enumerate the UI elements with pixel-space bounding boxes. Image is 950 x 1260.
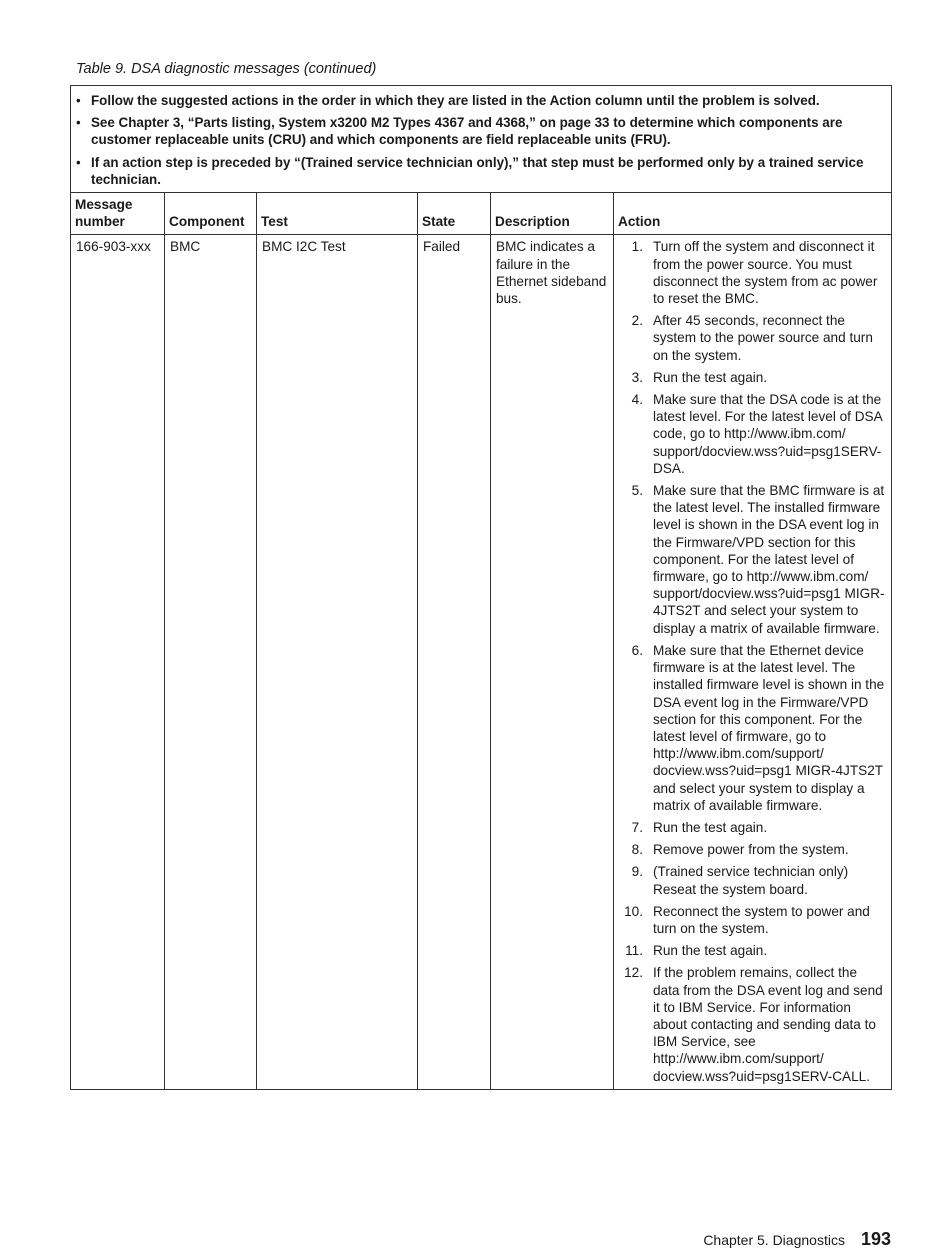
cell-component: BMC	[165, 235, 257, 1089]
cell-test: BMC I2C Test	[257, 235, 418, 1089]
note-item: • See Chapter 3, “Parts listing, System x3200 M2 Types 4367 and 4368,” on page 33 to determine which components are customer replaceable units (CRU) and which components are field replaceable units (FRU).	[75, 114, 881, 148]
page-footer	[703, 1229, 891, 1250]
step-text: Make sure that the DSA code is at the latest level. For the latest level of DSA code, go to http://www.ibm.com/ support/docview.wss?uid=psg1SERV-DSA.	[653, 392, 882, 476]
step-text: If the problem remains, collect the data from the DSA event log and send it to IBM Service. For information about contacting and sending data to IBM Service, see http://www.ibm.com/support/ docview.wss?uid=psg1SERV-CALL.	[653, 965, 883, 1084]
table-caption: Table 9. DSA diagnostic messages (continued)	[76, 61, 377, 77]
header-description: Description	[491, 193, 614, 235]
cell-description: BMC indicates a failure in the Ethernet sideband bus.	[491, 235, 614, 1089]
step-number: 6.	[631, 642, 643, 658]
step-text: Make sure that the BMC firmware is at the latest level. The installed firmware level is shown in the DSA event log in the Firmware/VPD section for this component. For the latest level of firmware, go to http://www.ibm.com/ support/docview.wss?uid=psg1 MIGR-4JTS2T and select your system to display a matrix of available firmware.	[653, 483, 885, 636]
step-text: Turn off the system and disconnect it from the power source. You must disconnect the system from ac power to reset the BMC.	[653, 239, 878, 307]
header-state: State	[418, 193, 491, 235]
cell-state: Failed	[418, 235, 491, 1089]
action-steps-list	[619, 238, 887, 1084]
action-step	[619, 863, 887, 897]
step-number: 9.	[631, 864, 643, 880]
notes-cell	[71, 86, 892, 193]
step-number: 3.	[631, 369, 643, 385]
step-number: 7.	[631, 819, 643, 835]
action-step	[619, 642, 887, 814]
step-text: Make sure that the Ethernet device firmware is at the latest level. The installed firmware level is shown in the DSA event log in the Firmware/VPD section for this component. For the latest level of firmware, go to http://www.ibm.com/support/ docview.wss?uid=psg1 MIGR-4JTS2T and select your system to display a matrix of available firmware.	[653, 642, 885, 813]
table-row	[71, 235, 892, 1089]
step-text: After 45 seconds, reconnect the system to the power source and turn on the system.	[653, 313, 873, 363]
step-text: Run the test again.	[653, 819, 768, 835]
header-test: Test	[257, 193, 418, 235]
header-row	[71, 193, 892, 235]
step-text: Run the test again.	[653, 369, 768, 385]
cell-message-number: 166-903-xxx	[71, 235, 165, 1089]
diagnostic-messages-table	[70, 85, 892, 1090]
action-step	[619, 369, 887, 386]
header-message-number: Message number	[71, 193, 165, 235]
note-item: • Follow the suggested actions in the order in which they are listed in the Action column until the problem is solved.	[75, 92, 881, 109]
action-step	[619, 964, 887, 1084]
step-number: 11.	[625, 943, 643, 959]
action-step	[619, 841, 887, 858]
note-item: • If an action step is preceded by “(Trained service technician only),” that step must be performed only by a trained service technician.	[75, 154, 881, 188]
step-number: 1.	[631, 239, 643, 255]
step-number: 2.	[631, 313, 643, 329]
step-text: (Trained service technician only) Reseat the system board.	[653, 864, 849, 897]
action-step	[619, 942, 887, 959]
action-step	[619, 482, 887, 637]
header-component: Component	[165, 193, 257, 235]
header-action: Action	[614, 193, 892, 235]
cell-action	[614, 235, 892, 1089]
step-number: 10.	[624, 903, 643, 919]
action-step	[619, 391, 887, 477]
action-step	[619, 238, 887, 307]
step-number: 8.	[631, 842, 643, 858]
action-step	[619, 312, 887, 364]
step-text: Reconnect the system to power and turn on the system.	[653, 903, 870, 936]
step-text: Remove power from the system.	[653, 842, 849, 858]
footer-chapter: Chapter 5. Diagnostics	[703, 1232, 845, 1248]
step-number: 4.	[631, 392, 643, 408]
step-number: 5.	[631, 483, 643, 499]
action-step	[619, 903, 887, 937]
step-number: 12.	[624, 965, 643, 981]
footer-page-number: 193	[860, 1229, 891, 1249]
notes-row	[71, 86, 892, 193]
step-text: Run the test again.	[653, 943, 768, 959]
notes-list	[75, 92, 881, 188]
action-step	[619, 819, 887, 836]
